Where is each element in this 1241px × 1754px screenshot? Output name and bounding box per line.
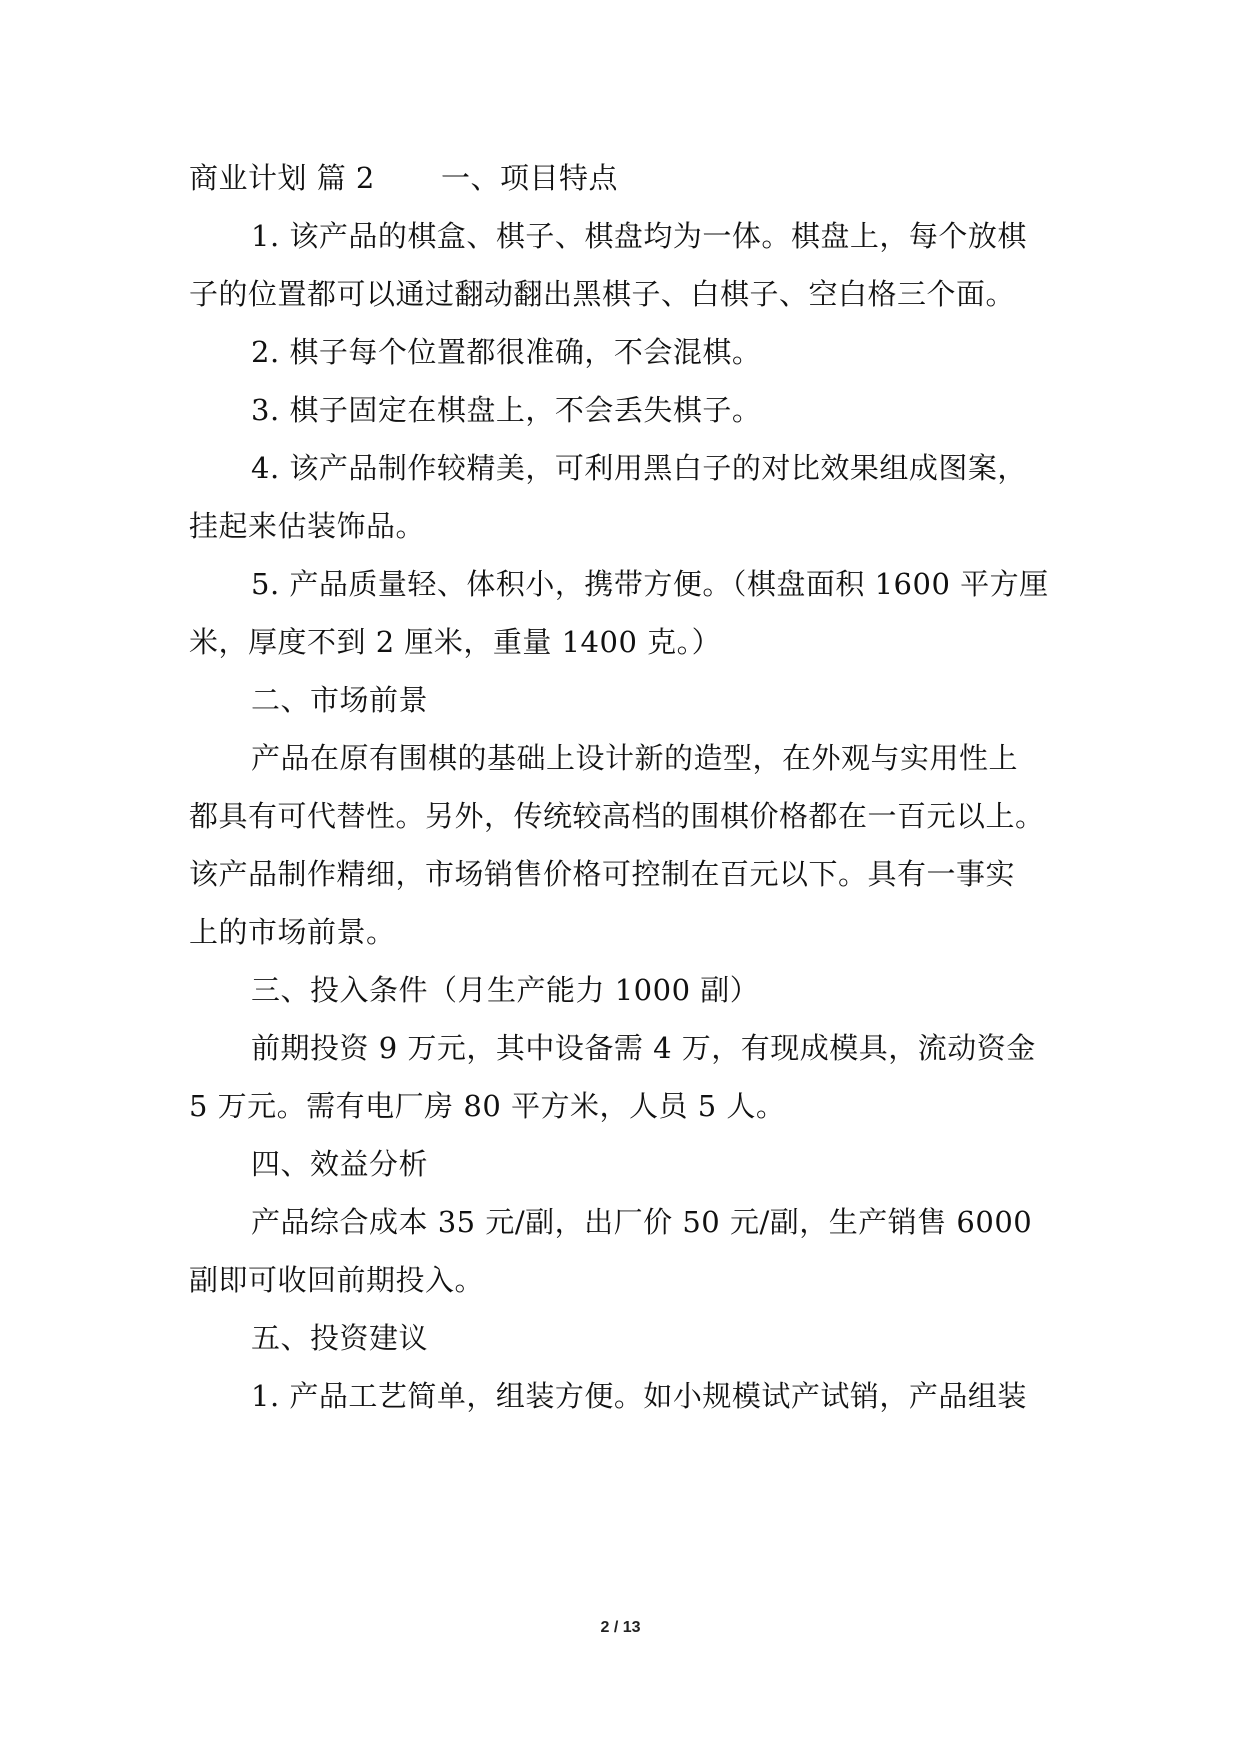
- paragraph-line: 子的位置都可以通过翻动翻出黑棋子、白棋子、空白格三个面。: [189, 277, 1016, 311]
- paragraph-line: 1. 产品工艺简单，组装方便。如小规模试产试销，产品组装: [251, 1379, 1027, 1413]
- section-heading-market: 二、市场前景: [251, 683, 429, 717]
- paragraph-line: 产品综合成本 35 元/副，出厂价 50 元/副，生产销售 6000: [251, 1205, 1033, 1239]
- paragraph-line: 4. 该产品制作较精美，可利用黑白子的对比效果组成图案，: [251, 451, 1027, 485]
- section-heading-investment-conditions: 三、投入条件（月生产能力 1000 副）: [251, 973, 760, 1007]
- paragraph-line: 5 万元。需有电厂房 80 平方米，人员 5 人。: [189, 1089, 786, 1123]
- paragraph-line: 都具有可代替性。另外，传统较高档的围棋价格都在一百元以上。: [189, 799, 1045, 833]
- paragraph-line: 3. 棋子固定在棋盘上，不会丢失棋子。: [251, 393, 762, 427]
- paragraph-line: 产品在原有围棋的基础上设计新的造型，在外观与实用性上: [251, 741, 1019, 775]
- section-heading-features: 一、项目特点: [441, 161, 619, 195]
- paragraph-line: 5. 产品质量轻、体积小，携带方便。（棋盘面积 1600 平方厘: [251, 567, 1049, 601]
- document-header-line: [189, 158, 618, 198]
- paragraph-line: 上的市场前景。: [189, 915, 396, 949]
- page-number: 2 / 13: [600, 1619, 641, 1636]
- section-heading-investment-advice: 五、投资建议: [251, 1321, 429, 1355]
- paragraph-line: 前期投资 9 万元，其中设备需 4 万，有现成模具，流动资金: [251, 1031, 1036, 1065]
- paragraph-line: 2. 棋子每个位置都很准确，不会混棋。: [251, 335, 762, 369]
- paragraph-line: 该产品制作精细，市场销售价格可控制在百元以下。具有一事实: [189, 857, 1016, 891]
- paragraph-line: 米，厚度不到 2 厘米，重量 1400 克。）: [189, 625, 722, 659]
- document-title: 商业计划 篇 2: [189, 161, 375, 195]
- section-heading-benefit-analysis: 四、效益分析: [251, 1147, 429, 1181]
- paragraph-line: 挂起来估装饰品。: [189, 509, 426, 543]
- paragraph-line: 副即可收回前期投入。: [189, 1263, 485, 1297]
- paragraph-line: 1. 该产品的棋盒、棋子、棋盘均为一体。棋盘上，每个放棋: [251, 219, 1027, 253]
